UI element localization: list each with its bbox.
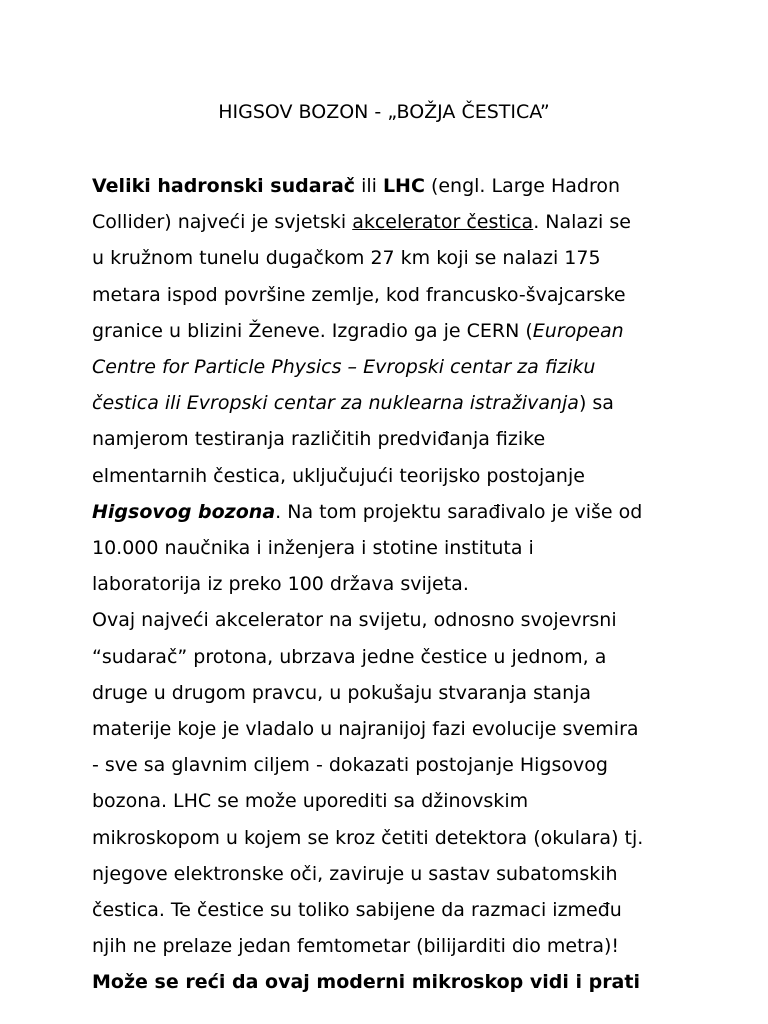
text-run: Collider) najveći je svjetski	[92, 211, 353, 233]
text-line	[92, 174, 620, 198]
text-line	[92, 355, 595, 379]
text-run: (engl. Large Hadron	[424, 175, 621, 197]
text-line	[92, 391, 614, 415]
text-line	[92, 536, 534, 560]
text-line	[92, 862, 618, 886]
text-line	[92, 572, 469, 596]
text-run: ) sa	[578, 392, 614, 414]
text-line	[92, 246, 601, 270]
cut-off-text-fragment	[452, 1018, 462, 1024]
text-run: njih ne prelaze jedan femtometar (bilijarditi dio metra)!	[92, 935, 620, 957]
text-run: Veliki hadronski sudarač	[92, 175, 356, 197]
text-run: namjerom testiranja različitih predviđanja fizike	[92, 428, 546, 450]
text-run: čestica. Te čestice su toliko sabijene da razmaci između	[92, 899, 622, 921]
text-run: 10.000 naučnika i inženjera i stotine instituta i	[92, 537, 534, 559]
text-line	[92, 427, 545, 451]
text-run: granice u blizini Ženeve. Izgradio ga je CERN (	[92, 320, 533, 342]
text-run: bozona. LHC se može uporediti sa džinovskim	[92, 790, 529, 812]
document-title: HIGSOV BOZON - „BOŽJA ČESTICA”	[218, 101, 550, 123]
text-run: elmentarnih čestica, uključujući teorijsko postojanje	[92, 465, 585, 487]
text-run: njegove elektronske oči, zaviruje u sastav subatomskih	[92, 863, 618, 885]
text-run: mikroskopom u kojem se kroz četiti detektora (okulara) tj.	[92, 827, 644, 849]
text-line	[92, 645, 606, 669]
text-run: Higsovog bozona	[92, 501, 276, 523]
text-line	[92, 608, 617, 632]
text-run: akcelerator čestica	[352, 211, 534, 233]
text-line	[92, 319, 624, 343]
text-run: LHC	[382, 175, 425, 197]
text-line	[92, 717, 639, 741]
text-run: European	[532, 320, 624, 342]
text-run: Ovaj najveći akcelerator na svijetu, odnosno svojevrsni	[92, 609, 617, 631]
text-line	[92, 283, 626, 307]
text-run: materije koje je vladalo u najranijoj fazi evolucije svemira	[92, 718, 639, 740]
text-run: Centre for Particle Physics – Evropski centar za fiziku	[92, 356, 596, 378]
text-line	[92, 970, 640, 994]
text-run: ili	[355, 175, 383, 197]
text-run: - sve sa glavnim ciljem - dokazati postojanje Higsovog	[92, 754, 608, 776]
text-line	[92, 789, 528, 813]
text-run: “sudarač” protona, ubrzava jedne čestice u jednom, a	[92, 646, 607, 668]
text-run: u kružnom tunelu dugačkom 27 km koji se nalazi 175	[92, 247, 601, 269]
text-line	[92, 210, 631, 234]
text-line	[92, 500, 642, 524]
text-run: Može se reći da ovaj moderni mikroskop vidi i prati	[92, 971, 640, 993]
text-line	[92, 753, 608, 777]
text-run: metara ispod površine zemlje, kod francusko-švajcarske	[92, 284, 626, 306]
text-line	[92, 934, 619, 958]
text-line	[92, 681, 591, 705]
text-run: čestica ili Evropski centar za nuklearna istraživanja	[92, 392, 579, 414]
text-run: . Nalazi se	[533, 211, 631, 233]
text-run: laboratorija iz preko 100 država svijeta.	[92, 573, 469, 595]
text-run: . Na tom projektu sarađivalo je više od	[275, 501, 643, 523]
text-line	[92, 898, 622, 922]
text-run: druge u drugom pravcu, u pokušaju stvaranja stanja	[92, 682, 592, 704]
text-line	[92, 464, 585, 488]
text-line	[92, 826, 643, 850]
